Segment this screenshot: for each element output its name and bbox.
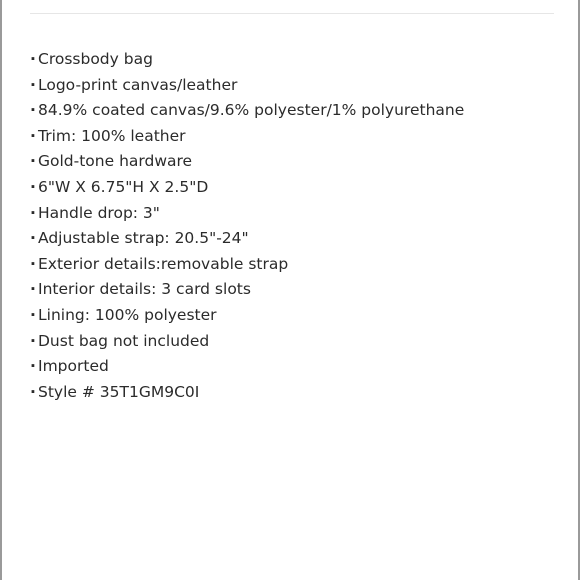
bullet-marker: ·: [30, 229, 36, 248]
list-item: [30, 124, 464, 150]
list-item: [30, 226, 464, 252]
detail-text: 84.9% coated canvas/9.6% polyester/1% polyurethane: [38, 101, 465, 120]
detail-text: Trim: 100% leather: [38, 126, 186, 145]
detail-text: Adjustable strap: 20.5"-24": [38, 229, 249, 248]
detail-text: Dust bag not included: [38, 331, 210, 350]
list-item: [30, 98, 464, 124]
list-item: [30, 47, 464, 73]
bullet-marker: ·: [30, 203, 36, 222]
product-details-list: [30, 47, 464, 405]
bullet-marker: ·: [30, 177, 36, 196]
bullet-marker: ·: [30, 152, 36, 171]
bullet-marker: ·: [30, 75, 36, 94]
bullet-marker: ·: [30, 50, 36, 68]
bullet-marker: ·: [30, 331, 36, 350]
detail-text: Handle drop: 3": [38, 203, 160, 222]
list-item: [30, 354, 464, 380]
detail-text: Exterior details:removable strap: [38, 254, 289, 273]
bullet-marker: ·: [30, 101, 36, 120]
bullet-marker: ·: [30, 254, 36, 273]
detail-text: Logo-print canvas/leather: [38, 75, 238, 94]
list-item: [30, 303, 464, 329]
list-item: [30, 277, 464, 303]
list-item: [30, 175, 464, 201]
section-divider: [30, 13, 554, 14]
detail-text: 6"W X 6.75"H X 2.5"D: [38, 177, 209, 196]
detail-text: Crossbody bag: [38, 50, 153, 68]
detail-text: Imported: [38, 357, 109, 376]
detail-text: Interior details: 3 card slots: [38, 280, 251, 299]
bullet-marker: ·: [30, 126, 36, 145]
detail-text: Lining: 100% polyester: [38, 305, 217, 324]
list-item: [30, 252, 464, 278]
list-item: [30, 73, 464, 99]
bullet-marker: ·: [30, 280, 36, 299]
bullet-marker: ·: [30, 357, 36, 376]
list-item: [30, 201, 464, 227]
list-item: [30, 329, 464, 355]
detail-text: Style # 35T1GM9C0I: [38, 382, 200, 401]
detail-text: Gold-tone hardware: [38, 152, 193, 171]
list-item: [30, 380, 464, 406]
bullet-marker: ·: [30, 305, 36, 324]
list-item: [30, 149, 464, 175]
bullet-marker: ·: [30, 382, 36, 401]
